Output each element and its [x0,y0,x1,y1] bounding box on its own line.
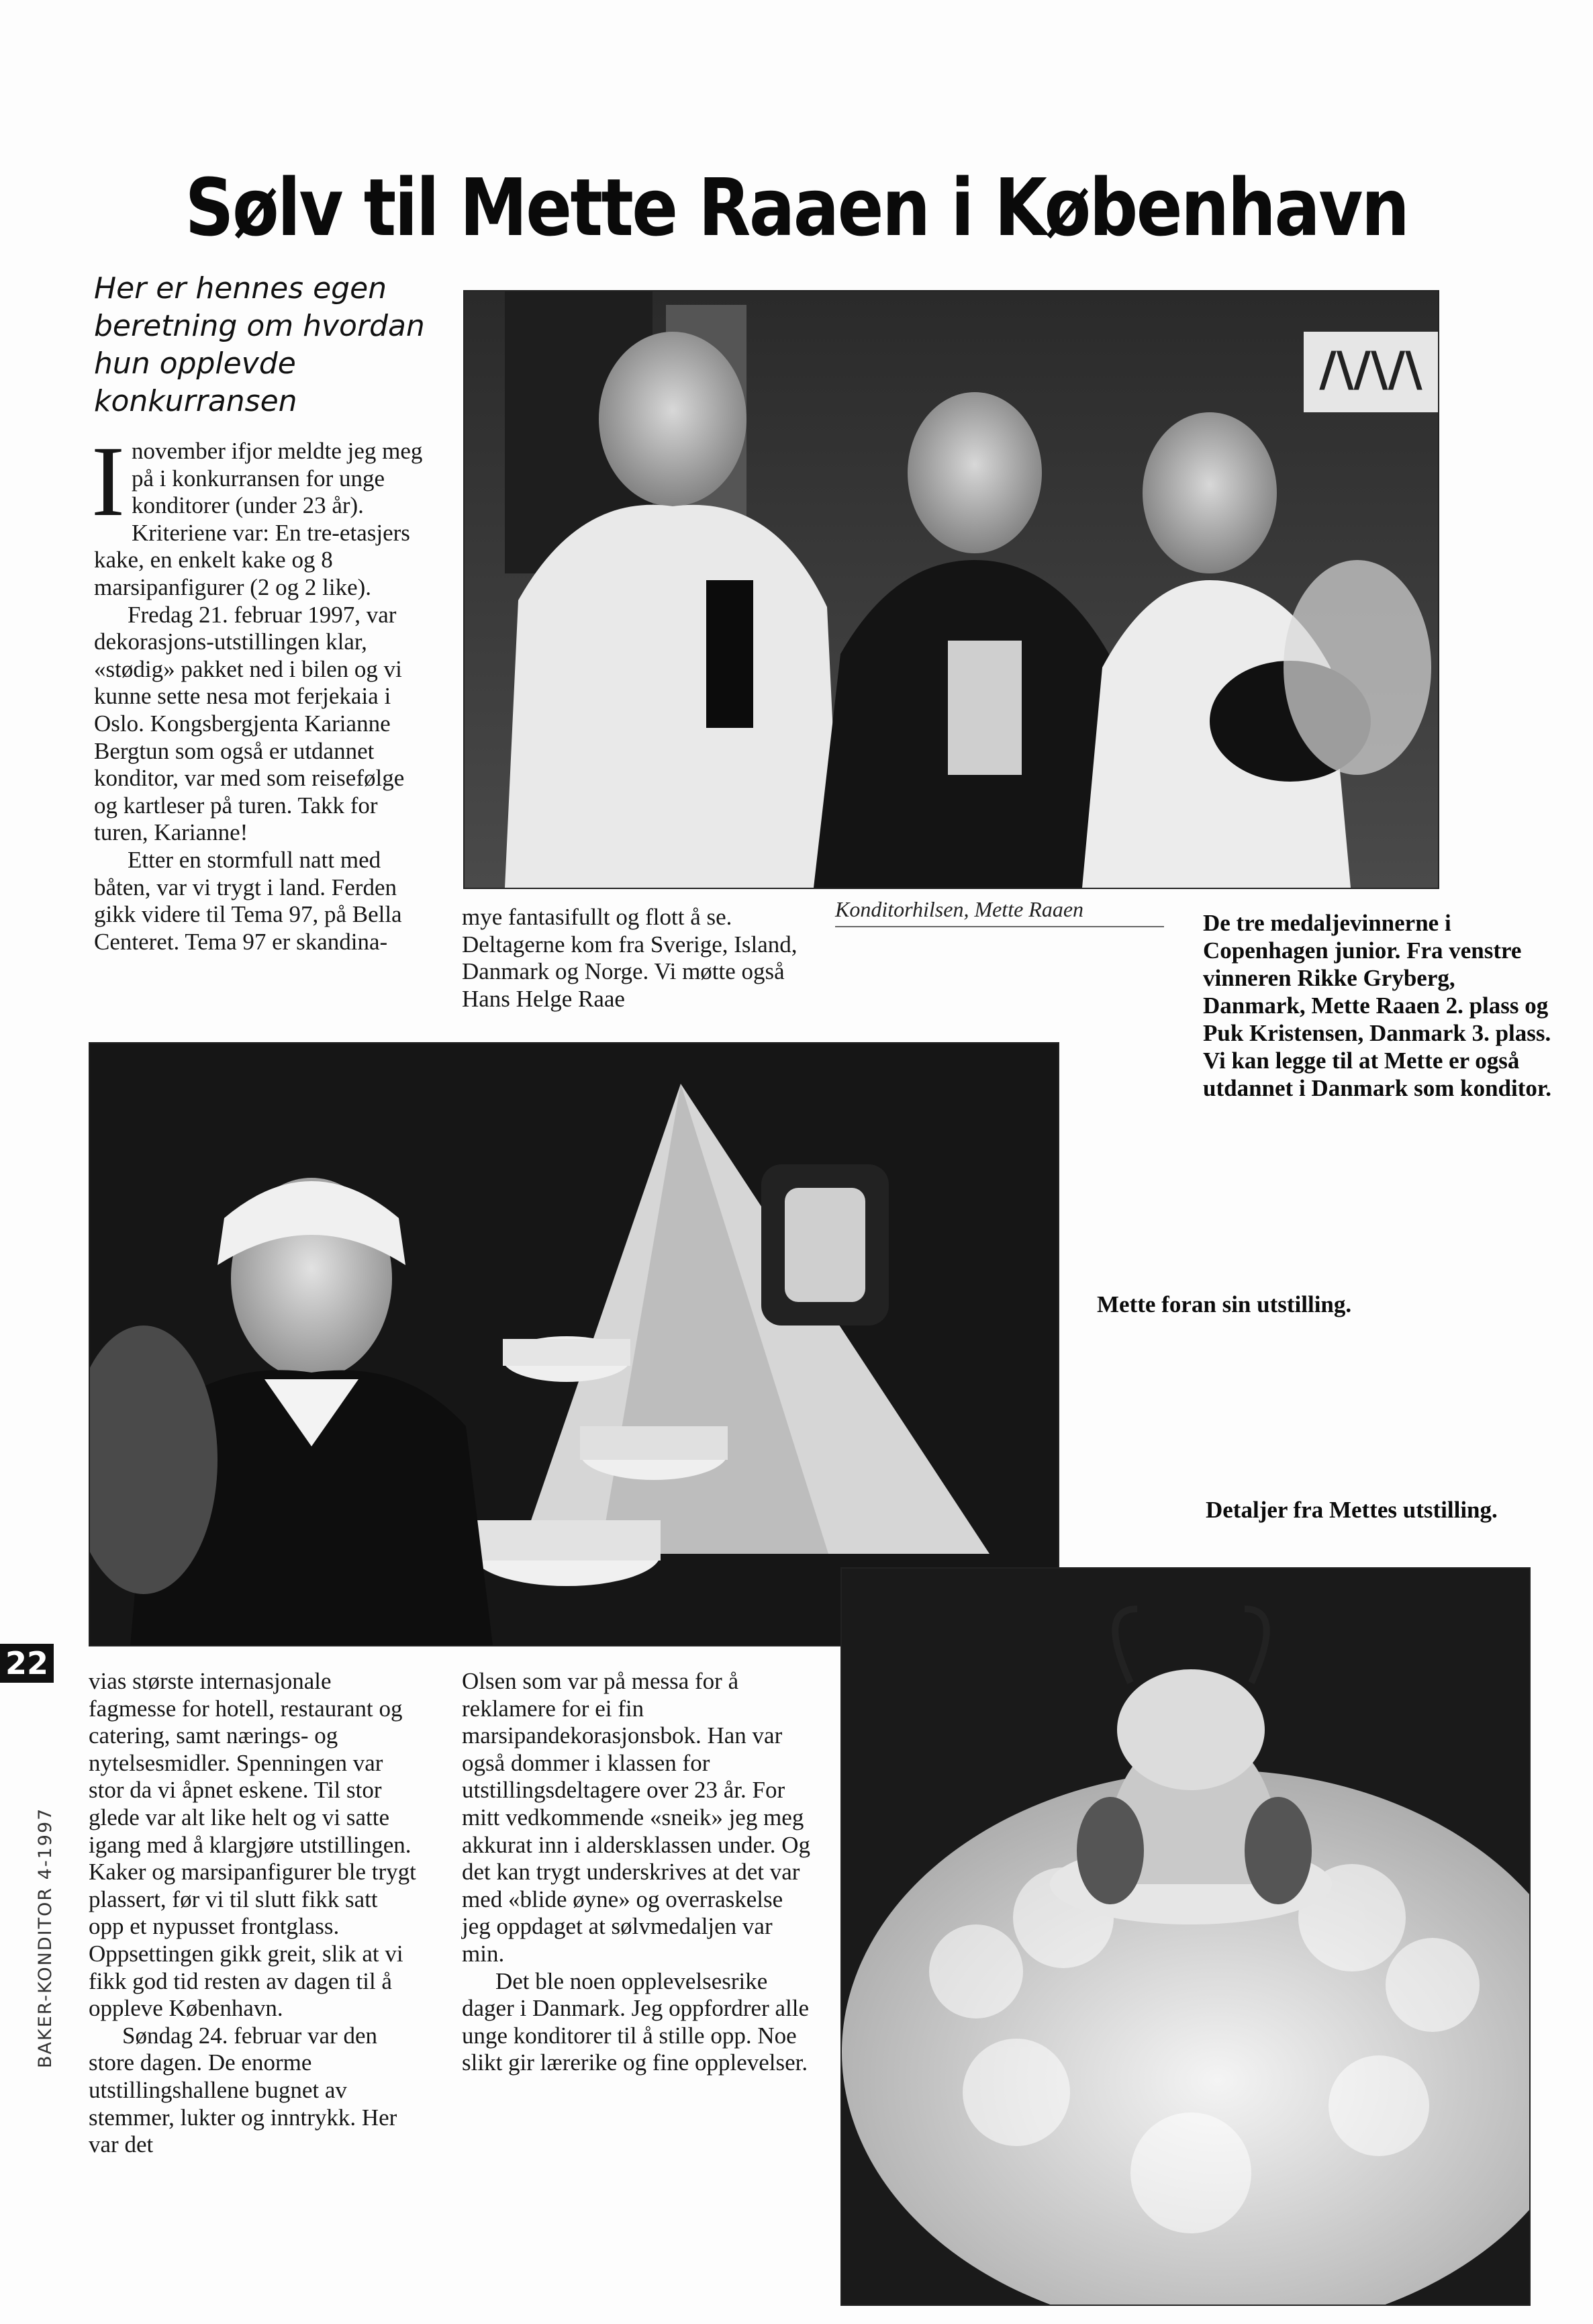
photo-medal-winners-image [465,291,1438,888]
article-intro: Her er hennes egen beretning om hvordan hun opplevde konkurransen [94,271,425,418]
drop-cap: I [91,426,125,537]
column-1-top [91,426,423,956]
column-2-top [462,904,798,1013]
paragraph: Søndag 24. februar var den store dagen. De enorme utstillingshallene bugnet av stemmer, lukter og inntrykk. Her var det [89,2022,397,2158]
signature: Konditorhilsen, Mette Raaen [835,897,1164,927]
photo-detail [840,1567,1531,2306]
article-headline: Sølv til Mette Raaen i København [185,161,1408,254]
photo-detail-image [842,1569,1529,2305]
running-title: BAKER-KONDITOR 4-1997 [35,1807,56,2068]
paragraph: Etter en stormfull natt med båten, var vi trygt i land. Ferden gikk videre til Tema 97, på Bella Centeret. Tema 97 er skandina- [94,846,402,955]
photo-exhibit-image [90,1043,1058,1645]
caption-medal-winners: De tre medaljevinnerne i Copenhagen junior. Fra venstre vinneren Rikke Gryberg, Danmark, Mette Raaen 2. plass og Puk Kristensen, Danmark 3. plass. Vi kan legge til at Mette er også utdannet i Danmark som konditor. [1203,910,1551,1101]
page-number: 22 [0,1644,54,1683]
paragraph: Olsen som var på messa for å reklamere for ei fin marsipandekorasjonsbok. Han var også dommer i klassen for utstillingsdeltagere over 23 år. For mitt vedkommende «sneik» jeg meg akkurat inn i aldersklassen under. Og det kan trygt underskrives at det var med «blide øyne» og overraskelse jeg oppdaget at sølvmedaljen var min. [462,1668,811,1967]
caption-detail: Detaljer fra Mettes utstilling. [1206,1497,1498,1523]
photo-medal-winners [463,290,1439,889]
paragraph: november ifjor meldte jeg meg på i konkurransen for unge konditorer (under 23 år). Kriteriene var: En tre-etasjers kake, en enkelt kake og 8 marsipanfigurer (2 og 2 like). [94,438,423,600]
paragraph: mye fantasifullt og flott å se. Deltagerne kom fra Sverige, Island, Danmark og Norge. Vi møtte også Hans Helge Raae [462,904,798,1012]
column-1-bottom [89,1668,418,2159]
paragraph: vias største internasjonale fagmesse for hotell, restaurant og catering, samt nærings- og nytelsesmidler. Spenningen var stor da vi åpnet eskene. Til stor glede var alt like helt og vi satte igang med å klargjøre utstillingen. Kaker og marsipanfigurer ble trygt plassert, før vi til slutt fikk satt opp et nypusset frontglass. Oppsettingen gikk greit, slik at vi fikk god tid resten av dagen til å oppleve København. [89,1668,416,2022]
column-2-bottom [462,1668,811,2077]
paragraph: Det ble noen opplevelsesrike dager i Danmark. Jeg oppfordrer alle unge konditorer til å stille opp. Noe slikt gir lærerike og fine opplevelser. [462,1967,810,2076]
paragraph: Fredag 21. februar 1997, var dekorasjons-utstillingen klar, «stødig» pakket ned i bilen og vi kunne sette nesa mot ferjekaia i Oslo. Kongsbergjenta Karianne Bergtun som også er utdannet konditor, var med som reisefølge og kartleser på turen. Takk for turen, Karianne! [94,601,405,846]
photo-exhibit [89,1042,1059,1646]
podium-sign-logo: /\/\/\ [1319,342,1422,397]
caption-exhibit: Mette foran sin utstilling. [1097,1291,1352,1317]
